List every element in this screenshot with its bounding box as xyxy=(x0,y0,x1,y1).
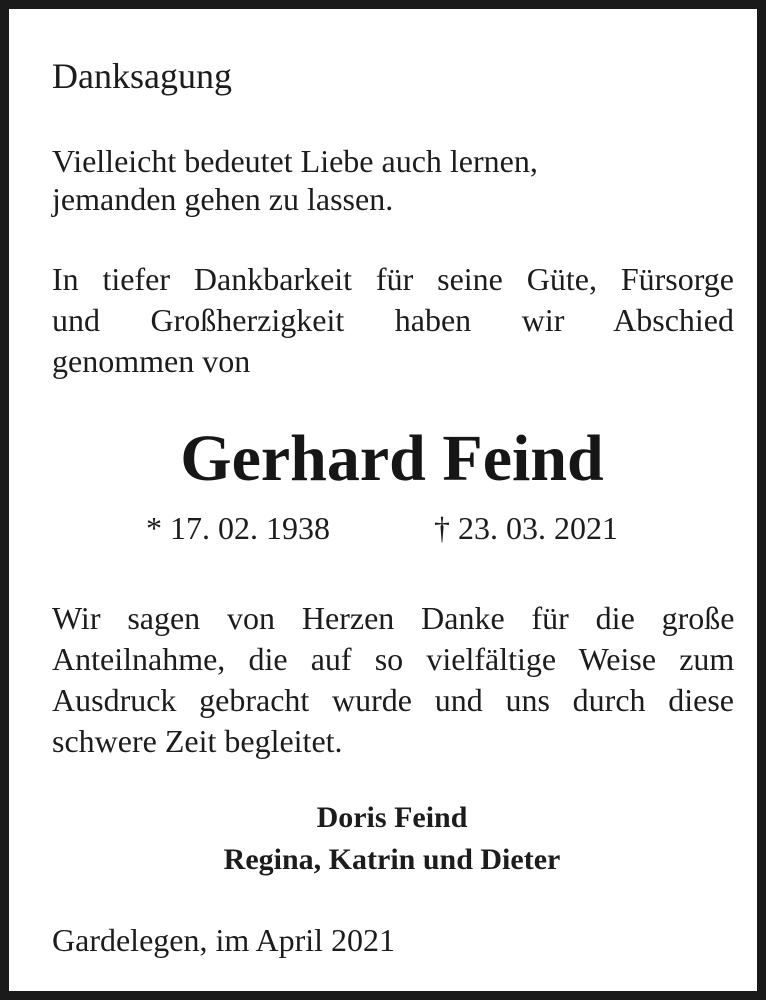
signatory-primary: Doris Feind xyxy=(316,801,468,834)
signatory-family: Regina, Katrin und Dieter xyxy=(223,843,561,876)
intro-line-1: In tiefer Dankbarkeit für seine Güte, Fürsorge xyxy=(52,261,734,297)
verse-line-1: Vielleicht bedeutet Liebe auch lernen, xyxy=(52,143,538,179)
memorial-verse xyxy=(52,142,538,218)
thanks-line-2: Anteilnahme, die auf so vielfältige Weise zum xyxy=(52,641,735,677)
deceased-name: Gerhard Feind xyxy=(180,422,604,495)
intro-line-3: genommen von xyxy=(52,343,251,379)
intro-paragraph xyxy=(52,259,734,382)
place-and-date: Gardelegen, im April 2021 xyxy=(52,922,396,958)
death-date: † 23. 03. 2021 xyxy=(434,510,618,546)
thanks-line-4: schwere Zeit begleitet. xyxy=(52,723,343,759)
verse-line-2: jemanden gehen zu lassen. xyxy=(52,181,394,217)
thanks-line-1: Wir sagen von Herzen Danke für die große xyxy=(52,600,735,636)
thanks-paragraph xyxy=(52,598,734,762)
thanks-line-3: Ausdruck gebracht wurde und uns durch diese xyxy=(52,682,734,718)
notice-heading: Danksagung xyxy=(52,56,232,96)
birth-date: * 17. 02. 1938 xyxy=(146,510,330,546)
intro-line-2: und Großherzigkeit haben wir Abschied xyxy=(52,302,734,338)
